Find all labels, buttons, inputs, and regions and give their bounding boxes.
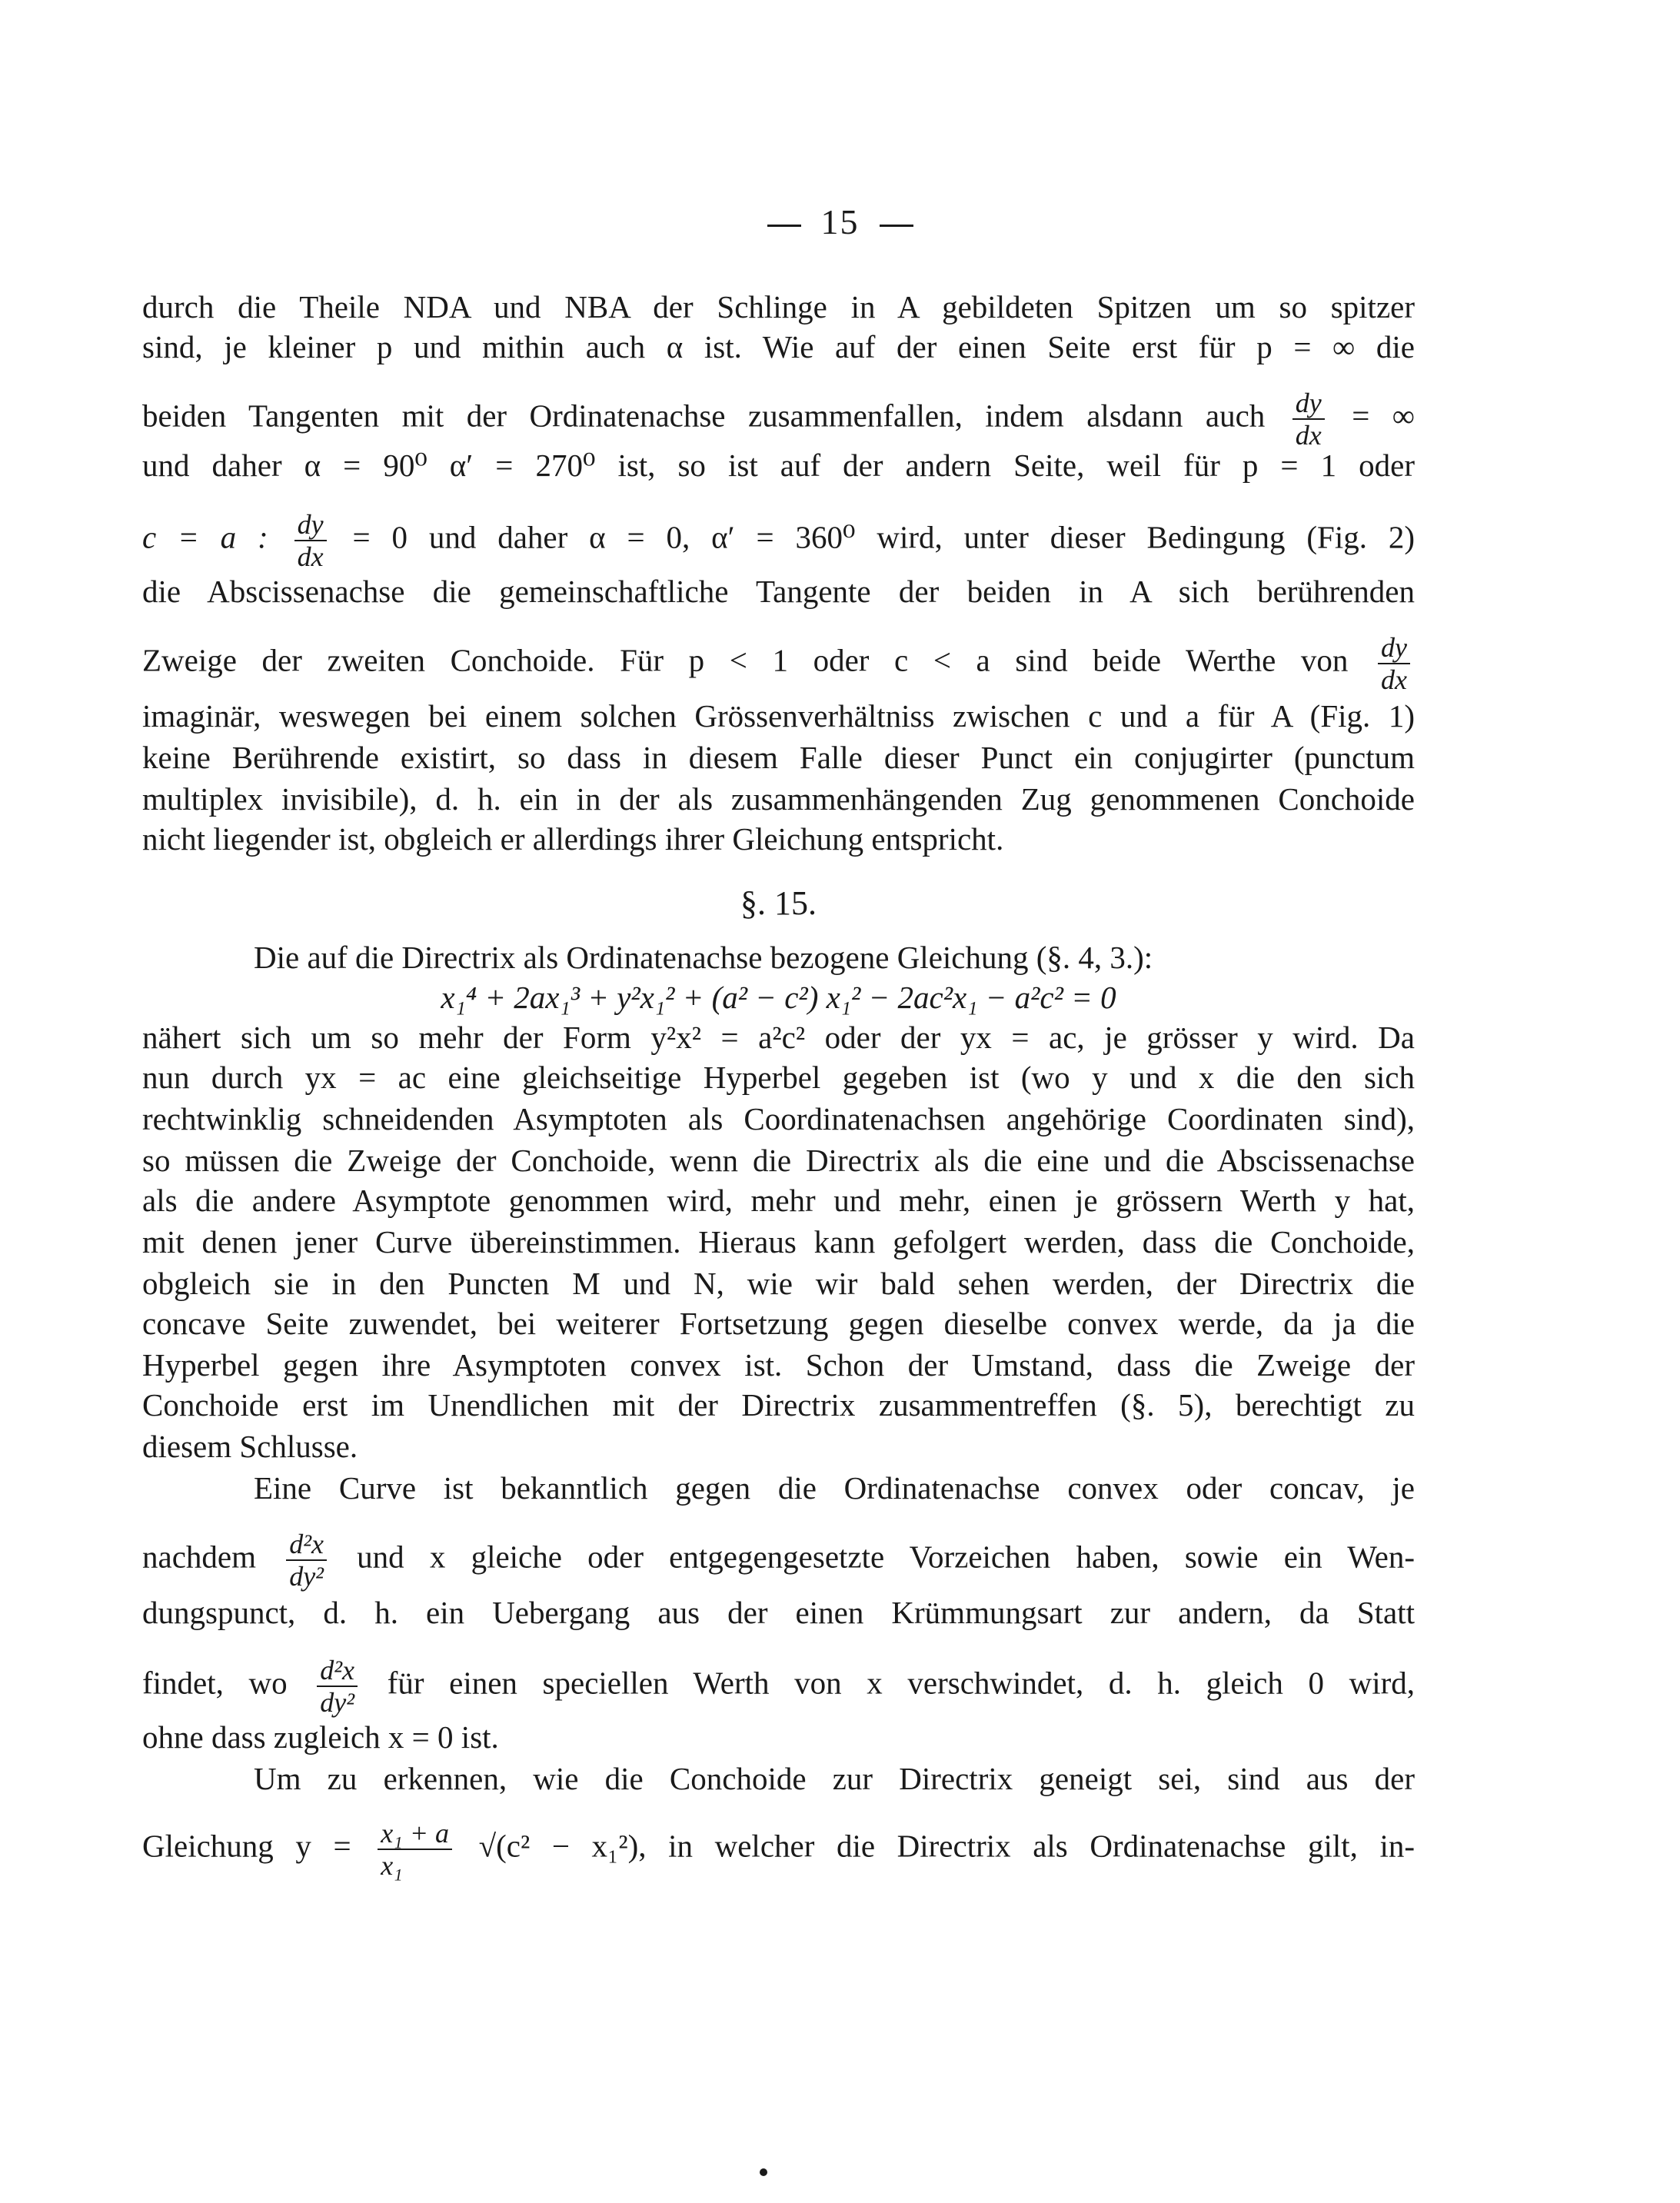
text-line: Hyperbel gegen ihre Asymptoten convex ist. Schon der Umstand, dass die Zweige der [142, 1347, 1415, 1383]
text-line: rechtwinklig schneidenden Asymptoten als Coordinatenachsen angehörige Coordinaten sind), [142, 1101, 1415, 1136]
text-line-with-fraction [142, 388, 1415, 451]
text-line: als die andere Asymptote genommen wird, mehr und mehr, einen je grössern Werth y hat, [142, 1183, 1415, 1218]
text-segment: und x gleiche oder entgegengesetzte Vorzeichen haben, sowie ein Wen- [357, 1539, 1416, 1575]
text-line: nun durch yx = ac eine gleichseitige Hyperbel gegeben ist (wo y und x die den sich [142, 1060, 1415, 1095]
text-line-with-fraction [142, 632, 1415, 695]
text-segment: Zweige der zweiten Conchoide. Für p < 1 oder c < a sind beide Werthe von [142, 642, 1349, 678]
section-heading: §. 15. [740, 884, 817, 922]
text-segment: c = a : [142, 519, 268, 555]
text-line: dungspunct, d. h. ein Uebergang aus der einen Krümmungsart zur andern, da Statt [142, 1595, 1415, 1630]
page-header [0, 201, 1680, 242]
fraction-numerator: d²x [317, 1655, 358, 1687]
fraction-numerator: x₁ + a [378, 1818, 452, 1850]
text-segment: für einen speciellen Werth von x verschwindet, d. h. gleich 0 wird, [387, 1665, 1416, 1701]
text-segment: Gleichung y = [142, 1828, 351, 1864]
equation: x₁⁴ + 2ax₁³ + y²x₁² + (a² − c²) x₁² − 2ac²x₁ − a²c² = 0 [441, 980, 1116, 1015]
text-line: durch die Theile NDA und NBA der Schlinge in A gebildeten Spitzen um so spitzer [142, 289, 1415, 324]
fraction-numerator: dy [1378, 632, 1410, 664]
fraction-dy-dx [294, 509, 327, 572]
text-line: und daher α = 90⁰ α′ = 270⁰ ist, so ist auf der andern Seite, weil für p = 1 oder [142, 448, 1415, 483]
text-line: multiplex invisibile), d. h. ein in der als zusammenhängenden Zug genommenen Conchoide [142, 781, 1415, 817]
fraction-denominator: dy² [289, 1561, 324, 1592]
fraction-d2x-dy2 [317, 1655, 358, 1718]
text-line: Eine Curve ist bekanntlich gegen die Ordinatenachse convex oder concav, je [254, 1470, 1415, 1506]
text-line: imaginär, weswegen bei einem solchen Grössenverhältniss zwischen c und a für A (Fig. 1) [142, 698, 1415, 734]
fraction-denominator: dy² [320, 1687, 355, 1718]
text-line: Conchoide erst im Unendlichen mit der Directrix zusammentreffen (§. 5), berechtigt zu [142, 1387, 1415, 1423]
text-line-with-fraction [142, 1655, 1415, 1718]
fraction-dy-dx [1292, 388, 1325, 451]
text-segment: = ∞ [1352, 398, 1415, 434]
text-line: obgleich sie in den Puncten M und N, wie wir bald sehen werden, der Directrix die [142, 1266, 1415, 1301]
text-line: die Abscissenachse die gemeinschaftliche Tangente der beiden in A sich berührenden [142, 574, 1415, 609]
text-line: diesem Schlusse. [142, 1429, 358, 1464]
text-line: sind, je kleiner p und mithin auch α ist. Wie auf der einen Seite erst für p = ∞ die [142, 329, 1415, 364]
text-segment: beiden Tangenten mit der Ordinatenachse zusammenfallen, indem alsdann auch [142, 398, 1266, 434]
text-line: nähert sich um so mehr der Form y²x² = a²c² oder der yx = ac, je grösser y wird. Da [142, 1020, 1415, 1055]
text-segment: findet, wo [142, 1665, 288, 1701]
text-line: so müssen die Zweige der Conchoide, wenn die Directrix als die eine und die Abscissenachse [142, 1143, 1415, 1178]
fraction-numerator: d²x [286, 1529, 327, 1561]
ink-dot [760, 2168, 767, 2176]
header-dash-left [767, 225, 801, 227]
text-line: mit denen jener Curve übereinstimmen. Hieraus kann gefolgert werden, dass die Conchoide, [142, 1224, 1415, 1260]
text-line: concave Seite zuwendet, bei weiterer Fortsetzung gegen dieselbe convex werde, da ja die [142, 1306, 1415, 1341]
fraction-denominator: dx [1295, 420, 1322, 451]
text-segment: = 0 und daher α = 0, α′ = 360⁰ wird, unter dieser Bedingung (Fig. 2) [352, 519, 1416, 555]
text-line: keine Berührende existirt, so dass in diesem Falle dieser Punct ein conjugirter (punctum [142, 740, 1415, 775]
fraction-denominator: dx [1381, 664, 1407, 695]
text-segment: nachdem [142, 1539, 256, 1575]
page-number: 15 [820, 202, 860, 241]
fraction-numerator: dy [1292, 388, 1325, 420]
fraction-numerator: dy [294, 509, 327, 541]
text-line-with-fraction [142, 1529, 1415, 1592]
fraction-denominator: x₁ [381, 1850, 403, 1881]
text-line: Die auf die Directrix als Ordinatenachse bezogene Gleichung (§. 4, 3.): [254, 940, 1153, 975]
fraction-d2x-dy2 [286, 1529, 327, 1592]
text-line-with-fraction [142, 509, 1415, 572]
fraction-dy-dx [1378, 632, 1410, 695]
text-line: ohne dass zugleich x = 0 ist. [142, 1719, 499, 1755]
text-line: nicht liegender ist, obgleich er allerdings ihrer Gleichung entspricht. [142, 821, 1004, 857]
text-line: Um zu erkennen, wie die Conchoide zur Directrix geneigt sei, sind aus der [254, 1761, 1415, 1796]
fraction-x1a-x1 [378, 1818, 452, 1881]
text-line-with-fraction [142, 1818, 1415, 1881]
fraction-denominator: dx [297, 541, 324, 572]
header-dash-right [880, 225, 913, 227]
text-segment: √(c² − x₁²), in welcher die Directrix als Ordinatenachse gilt, in- [478, 1828, 1415, 1864]
